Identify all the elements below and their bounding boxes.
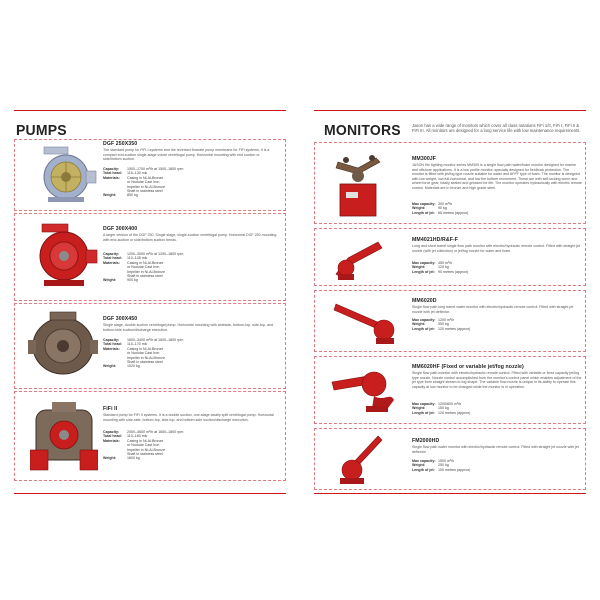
product-specs xyxy=(103,167,283,198)
product-description: Single flow path water monitor with electric/hydraulic remote control. Fitted with straight jet nozzle with jet deflector. xyxy=(412,445,579,454)
spec-value: 115–130 mlc xyxy=(127,171,148,176)
spec-value: 90 kg xyxy=(438,206,447,211)
product-description: Single stage, double suction centrifugal pump. Horizontal mounting with sideside, bottom-top, side-top, and bottom-side suction/discharge execution. xyxy=(103,323,274,332)
spec-label: Weight: xyxy=(103,193,117,198)
pump-blue-image xyxy=(38,143,98,210)
spec-value: 450 m³/h xyxy=(438,261,453,265)
pump-fifi-image xyxy=(30,400,98,479)
spec-label: Capacity: xyxy=(103,430,120,434)
spec-label: Total head: xyxy=(103,434,122,439)
spec-label: Weight: xyxy=(412,322,426,327)
product-name: MM6020D xyxy=(412,298,437,304)
bottom-rule xyxy=(14,493,286,494)
spec-value: 120 metres (approx) xyxy=(438,326,471,331)
spec-label: Length of jet: xyxy=(412,467,435,472)
monitor-image xyxy=(332,432,396,493)
product-description: Long and short barrel single flow path monitor with electric/hydraulic remote control. Fitted with straight jet nozzle (with jet collection) or jet/fog nozzle for water and foam. xyxy=(412,244,580,253)
product-specs xyxy=(412,261,582,274)
spec-label: Max capacity: xyxy=(412,402,436,406)
spec-value: 110–145 mlc xyxy=(127,256,148,261)
spec-value: Casing in Ni-Al-Bronze or Nodular Cast Iron Impeller in Ni-Al-Bronze Shaft in stainless steel xyxy=(127,175,165,194)
product-name: DGF 250X350 xyxy=(103,141,138,147)
spec-value: 150 kg xyxy=(438,406,449,411)
top-rule xyxy=(14,110,286,111)
pump-bronze-image xyxy=(28,310,98,385)
spec-label: Max capacity: xyxy=(412,202,436,206)
product-specs xyxy=(103,338,283,369)
spec-value: 120 kg xyxy=(438,265,449,270)
spec-label: Weight: xyxy=(412,463,426,468)
spec-value: 1500–1700 m³/h at 1500–1800 rpm xyxy=(127,167,184,171)
monitor-image xyxy=(330,294,400,353)
spec-value: 1200/600 m³/h xyxy=(438,402,462,406)
spec-value: 250 kg xyxy=(438,463,449,468)
product-description: JASON fire fighting monitor series MM300 is a single flow path water/foam monitor designed for marine and offshore applications. It is a low profile monitor, specially designed for fieldbuck protection. The monitor is fitted with jet/fog type nozzle suitable for water and AFFF type of foam. The monitor is designed with low weight, low full-horizontal, and low fire bottom movement. These are with self-locking worm and wheel force gear, totally sealed and greased for life. The monitor operates hydraulically with electric remote control. Materials are in bronze and high grade steel. xyxy=(412,163,582,190)
top-rule xyxy=(314,110,586,111)
spec-label: Total head: xyxy=(103,171,122,176)
page-heading: MONITORS xyxy=(324,121,401,139)
spec-label: Max capacity: xyxy=(412,459,436,463)
spec-value: 65 metres (approx) xyxy=(438,210,469,215)
product-description: The standard pump for FiFi-I systems and the reversed flowrate pump membrane for FiFi systems. It is a compact end-suction single-stage volute centrifugal pump. Horizontal mounting with end suction or side/bottom suction. xyxy=(103,148,270,162)
product-specs xyxy=(412,202,582,215)
spec-value: Casing in Ni-Al-Bronze or Nodular Cast Iron Impeller in Ni-Al-Bronze Shaft in stainless steel xyxy=(127,260,165,279)
product-description: A larger version of the DGF 250. Single stage, single-suction centrifugal pump. Horizontal DGF 250 mounting with end-suction or side/bottom suction bends. xyxy=(103,233,277,242)
product-specs xyxy=(103,430,283,461)
spec-value: 110–170 mlc xyxy=(127,342,148,347)
monitor-image xyxy=(326,148,390,225)
product-name: MM4021HD/R&F-F xyxy=(412,237,459,243)
product-name: DGF 300X400 xyxy=(103,226,138,232)
spec-label: Weight: xyxy=(103,278,117,283)
spec-label: Weight: xyxy=(412,265,426,270)
spec-value: 90 metres (approx) xyxy=(438,269,469,274)
product-name: MM6020HF (Fixed or variable jet/fog nozzle) xyxy=(412,364,524,370)
spec-value: 350 kg xyxy=(438,322,449,327)
pump-red-image xyxy=(34,220,98,295)
spec-label: Capacity: xyxy=(103,338,120,342)
spec-label: Length of jet: xyxy=(412,410,435,415)
spec-label: Max capacity: xyxy=(412,318,436,322)
spec-label: Weight: xyxy=(103,456,117,461)
monitor-image xyxy=(328,362,400,421)
spec-value: 1020 kg xyxy=(127,364,140,369)
bottom-rule xyxy=(314,493,586,494)
spec-label: Max capacity: xyxy=(412,261,436,265)
product-specs xyxy=(412,318,582,331)
spec-label: Weight: xyxy=(412,406,426,411)
spec-label: Capacity: xyxy=(103,252,120,256)
spec-value: 300 m³/h xyxy=(438,202,453,206)
spec-value: 120 metres (approx) xyxy=(438,410,471,415)
page-heading: PUMPS xyxy=(16,121,67,139)
spec-label: Materials: xyxy=(103,438,120,443)
spec-value: 1600–3400 m³/h at 1600–1800 rpm xyxy=(127,338,184,342)
monitors-page xyxy=(300,0,600,600)
spec-label: Length of jet: xyxy=(412,210,435,215)
monitor-image xyxy=(328,234,388,289)
spec-value: 110–180 mlc xyxy=(127,434,148,439)
spec-value: 1600 kg xyxy=(127,456,140,461)
spec-label: Materials: xyxy=(103,346,120,351)
product-name: FM2000HD xyxy=(412,438,440,444)
spec-label: Capacity: xyxy=(103,167,120,171)
spec-value: Casing in Ni-Al-Bronze or Nodular Cast Iron Impeller in Ni-Al-Bronze Shaft in stainless steel xyxy=(127,438,165,457)
spec-label: Materials: xyxy=(103,260,120,265)
spec-label: Weight: xyxy=(412,206,426,211)
spec-label: Total head: xyxy=(103,342,122,347)
product-specs xyxy=(412,459,582,472)
spec-label: Total head: xyxy=(103,256,122,261)
spec-label: Length of jet: xyxy=(412,269,435,274)
spec-value: 2000–4600 m³/h at 1600–1800 rpm xyxy=(127,430,184,434)
spec-value: 900 kg xyxy=(127,278,138,283)
spec-value: 850 kg xyxy=(127,193,138,198)
spec-value: 1500 m³/h xyxy=(438,459,455,463)
product-name: FiFi II xyxy=(103,406,118,412)
spec-label: Weight: xyxy=(103,364,117,369)
product-name: MM300JF xyxy=(412,156,437,162)
product-description: Standard pump for FiFi II systems. It is a double suction, one-stage axially split centrifugal pump. Horizontal mounting with side-side, bottom-top, side-top, and bottom-side suction/discharge execution. xyxy=(103,413,274,422)
spec-value: 100 metres (approx) xyxy=(438,467,471,472)
intro-text: Jason has a wide range of monitors which cover all class notations FiFi 1/II, FiFi I, FiFi II & FiFi III. All monitors are designed for a long service life with low maintenance requirements. xyxy=(412,123,581,134)
product-description: Single flow path long barrel water monitor with electric/hydraulic remote control. Fitted with straight jet nozzle with jet deflector. xyxy=(412,305,574,314)
product-description: Single flow path monitor with electric/hydraulic remote control. Fitted with variable or fixed capacity jet/fog type nozzle. Nozzle control accomplished from the monitor's control panel which enables adjustment of the jet type from straight stream to fog shape. The variable flow nozzle is unique in its ability to operate this capacity at low monitor to be changed while the monitor is in operation. xyxy=(412,371,582,389)
product-name: DGF 300X450 xyxy=(103,316,138,322)
spec-value: Casing in Ni-Al-Bronze or Nodular Cast Iron Impeller in Ni-Al-Bronze Shaft in stainless steel xyxy=(127,346,165,365)
product-specs xyxy=(412,402,582,415)
spec-label: Materials: xyxy=(103,175,120,180)
product-specs xyxy=(103,252,283,283)
spec-label: Length of jet: xyxy=(412,326,435,331)
spec-value: 1200 m³/h xyxy=(438,318,455,322)
spec-value: 1200–3000 m³/h at 1200–1800 rpm xyxy=(127,252,184,256)
